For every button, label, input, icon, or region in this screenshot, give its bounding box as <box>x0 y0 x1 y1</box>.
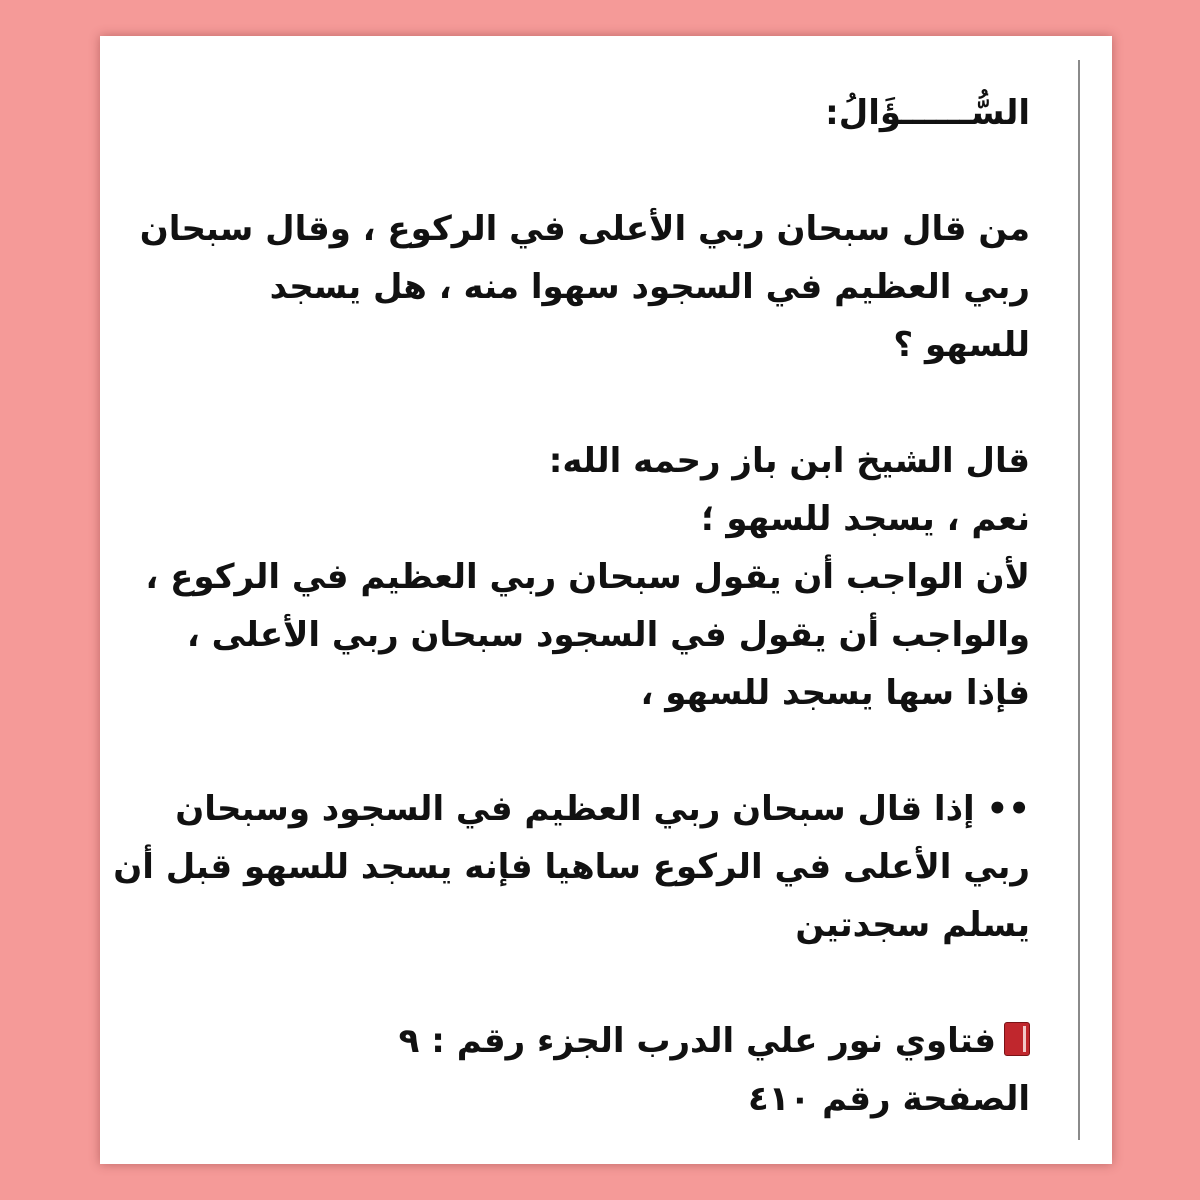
note-line-first <box>160 780 1030 838</box>
note-line: يسلم سجدتين <box>795 905 1030 945</box>
answer-line: لأن الواجب أن يقول سبحان ربي العظيم في الركوع ، <box>145 557 1030 597</box>
question-heading: السُّــــــؤَالُ: <box>825 93 1030 133</box>
question-line: ربي العظيم في السجود سهوا منه ، هل يسجد <box>269 267 1030 307</box>
spacer <box>160 722 1030 780</box>
book-icon <box>1004 1022 1030 1056</box>
answer-line: والواجب أن يقول في السجود سبحان ربي الأعلى ، <box>186 615 1030 655</box>
card-edge-line <box>1078 60 1080 1140</box>
spacer <box>160 142 1030 200</box>
note-line: ربي الأعلى في الركوع ساهيا فإنه يسجد للسهو قبل أن <box>113 847 1030 887</box>
source-line <box>160 1012 1030 1070</box>
bullet-marker: •• <box>986 789 1030 829</box>
note-text: إذا قال سبحان ربي العظيم في السجود وسبحان <box>175 789 975 829</box>
source-title: فتاوي نور علي الدرب الجزء رقم : ٩ <box>398 1021 996 1061</box>
answer-intro: قال الشيخ ابن باز رحمه الله: <box>548 441 1030 481</box>
question-line: للسهو ؟ <box>893 325 1030 365</box>
spacer <box>160 954 1030 1012</box>
spacer <box>160 374 1030 432</box>
answer-line: نعم ، يسجد للسهو ؛ <box>701 499 1030 539</box>
source-page: الصفحة رقم ٤١٠ <box>748 1079 1030 1119</box>
answer-line: فإذا سها يسجد للسهو ، <box>640 673 1030 713</box>
fatwa-text <box>113 84 1030 1128</box>
question-line: من قال سبحان ربي الأعلى في الركوع ، وقال سبحان <box>139 209 1030 249</box>
